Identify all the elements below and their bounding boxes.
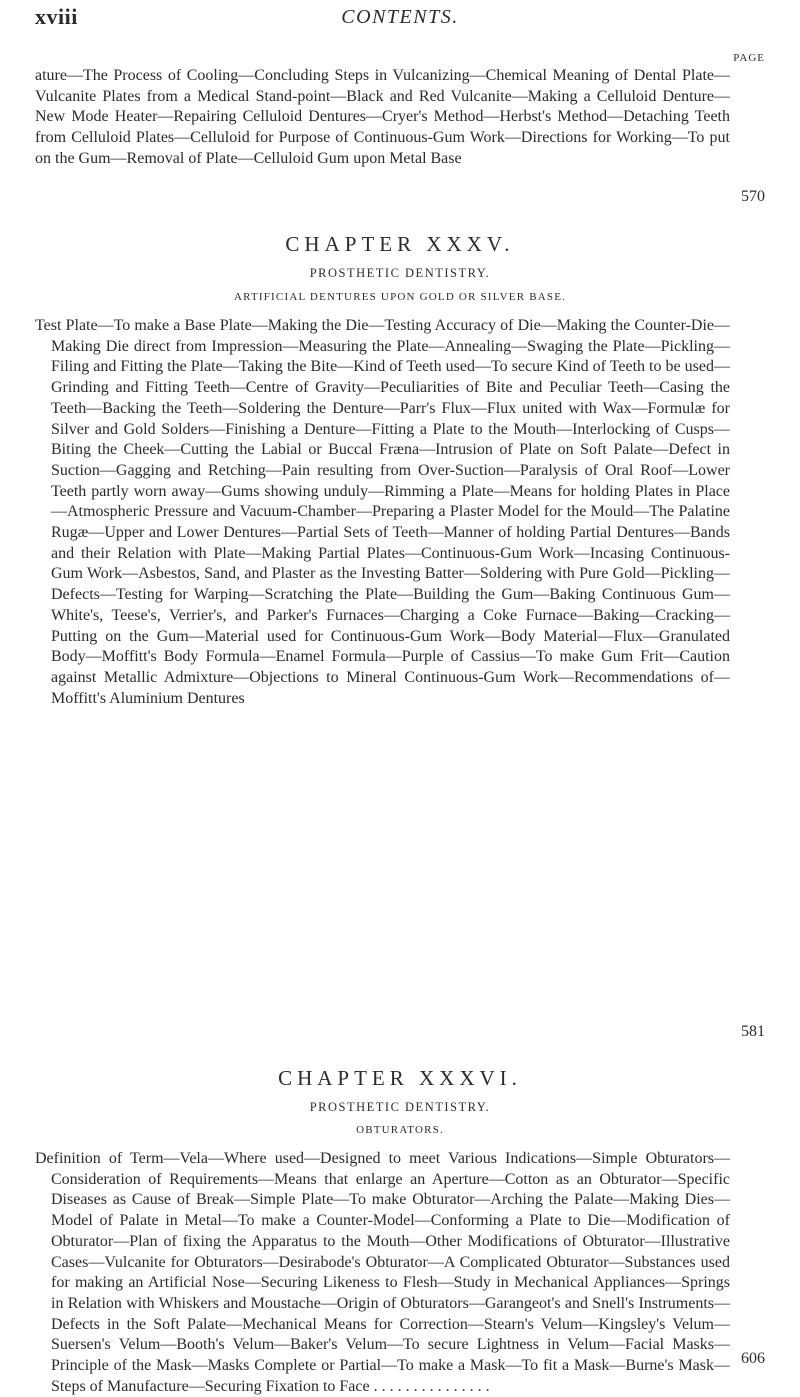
contents-entry-chapter-36	[35, 1149, 730, 1397]
entry-text: ature—The Process of Cooling—Concluding Steps in Vulcanizing—Chemical Meaning of Dental Plate—Vulcanite Plates from a Medical Stand-point—Black and Red Vulcanite—Making a Celluloid Denture—New Mode Heater—Repairing Celluloid Dentures—Cryer's Method—Herbst's Method—Detaching Teeth from Celluloid Plates—Celluloid for Purpose of Continuous-Gum Work—Directions for Working—To put on the Gum—Removal of Plate—Celluloid Gum upon Metal Base	[35, 67, 730, 167]
entry-page-number: 570	[741, 188, 765, 205]
chapter-subsubject: ARTIFICIAL DENTURES UPON GOLD OR SILVER BASE.	[233, 291, 567, 303]
chapter-subject: PROSTHETIC DENTISTRY.	[309, 266, 491, 280]
contents-entry-continuation	[35, 66, 730, 170]
entry-page-number: 606	[741, 1350, 765, 1367]
chapter-heading: CHAPTER XXXVI.	[278, 1066, 522, 1090]
chapter-heading: CHAPTER XXXV.	[285, 232, 515, 256]
entry-text: Definition of Term—Vela—Where used—Designed to meet Various Indications—Simple Obturators—Consideration of Requirements—Means that enlarge an Aperture—Cotton as an Obturator—Specific Diseases as Cause of Break—Simple Plate—To make Obturator—Arching the Palate—Making Dies—Model of Palate in Metal—To make a Counter-Model—Conforming a Plate to Die—Modification of Obturator—Plan of fixing the Apparatus to the Mouth—Other Modifications of Obturator—Illustrative Cases—Vulcanite for Obturators—Desirabode's Obturator—A Complicated Obturator—Substances used for making an Artificial Nose—Securing Likeness to Flesh—Study in Mechanical Appliances—Springs in Relation with Whiskers and Moustache—Origin of Obturators—Garangeot's and Snell's Instruments—Defects in the Soft Palate—Mechanical Means for Correction—Stearn's Velum—Kingsley's Velum—Suersen's Velum—Booth's Velum—Baker's Velum—To secure Lightness in Velum—Facial Masks—Principle of the Mask—Masks Complete or Partial—To make a Mask—To fit a Mask—Burne's Mask—Steps of Manufacture—Securing Fixation to Face	[35, 1150, 730, 1395]
page-folio: xviii	[35, 4, 78, 29]
running-title: CONTENTS.	[341, 6, 459, 28]
entry-text: Test Plate—To make a Base Plate—Making the Die—Testing Accuracy of Die—Making the Counter-Die—Making Die direct from Impression—Measuring the Plate—Annealing—Swaging the Plate—Pickling—Filing and Fitting the Plate—Taking the Bite—Kind of Teeth used—To secure Kind of Teeth to be used—Grinding and Fitting Teeth—Centre of Gravity—Peculiarities of Bite and Peculiar Teeth—Casing the Teeth—Backing the Teeth—Soldering the Denture—Parr's Flux—Flux united with Wax—Formulæ for Silver and Gold Solders—Finishing a Denture—Fitting a Plate to the Mouth—Interlocking of Cusps—Biting the Cheek—Cutting the Labial or Buccal Fræna—Intrusion of Plate on Soft Palate—Defect in Suction—Gagging and Retching—Pain resulting from Over-Suction—Paralysis of Oral Roof—Lower Teeth partly worn away—Gums showing unduly—Rimming a Plate—Means for holding Plates in Place—Atmospheric Pressure and Vacuum-Chamber—Preparing a Plaster Model for the Mould—The Palatine Rugæ—Upper and Lower Dentures—Partial Sets of Teeth—Manner of holding Partial Dentures—Bands and their Relation with Plate—Making Partial Plates—Continuous-Gum Work—Incasing Continuous-Gum Work—Asbestos, Sand, and Plaster as the Investing Batter—Soldering with Pure Gold—Pickling—Defects—Testing for Warping—Scratching the Plate—Building the Gum—Baking Continuous Gum—White's, Teese's, Verrier's, and Parker's Furnaces—Charging a Coke Furnace—Baking—Cracking—Putting on the Gum—Material used for Continuous-Gum Work—Body Material—Flux—Granulated Body—Moffitt's Body Formula—Enamel Formula—Purple of Cassius—To make Gum Frit—Caution against Metallic Admixture—Objections to Mineral Continuous-Gum Work—Recommendations of—Moffitt's Aluminium Dentures	[35, 317, 730, 707]
page-column-label: PAGE	[733, 52, 765, 64]
entry-page-number: 581	[741, 1023, 765, 1040]
chapter-subsubject: OBTURATORS.	[356, 1124, 444, 1136]
contents-entry-chapter-35	[35, 316, 730, 709]
leader-dots: . . . . . . . . . . . . . . .	[369, 1377, 490, 1395]
chapter-subject: PROSTHETIC DENTISTRY.	[309, 1100, 491, 1114]
running-head	[35, 4, 765, 64]
